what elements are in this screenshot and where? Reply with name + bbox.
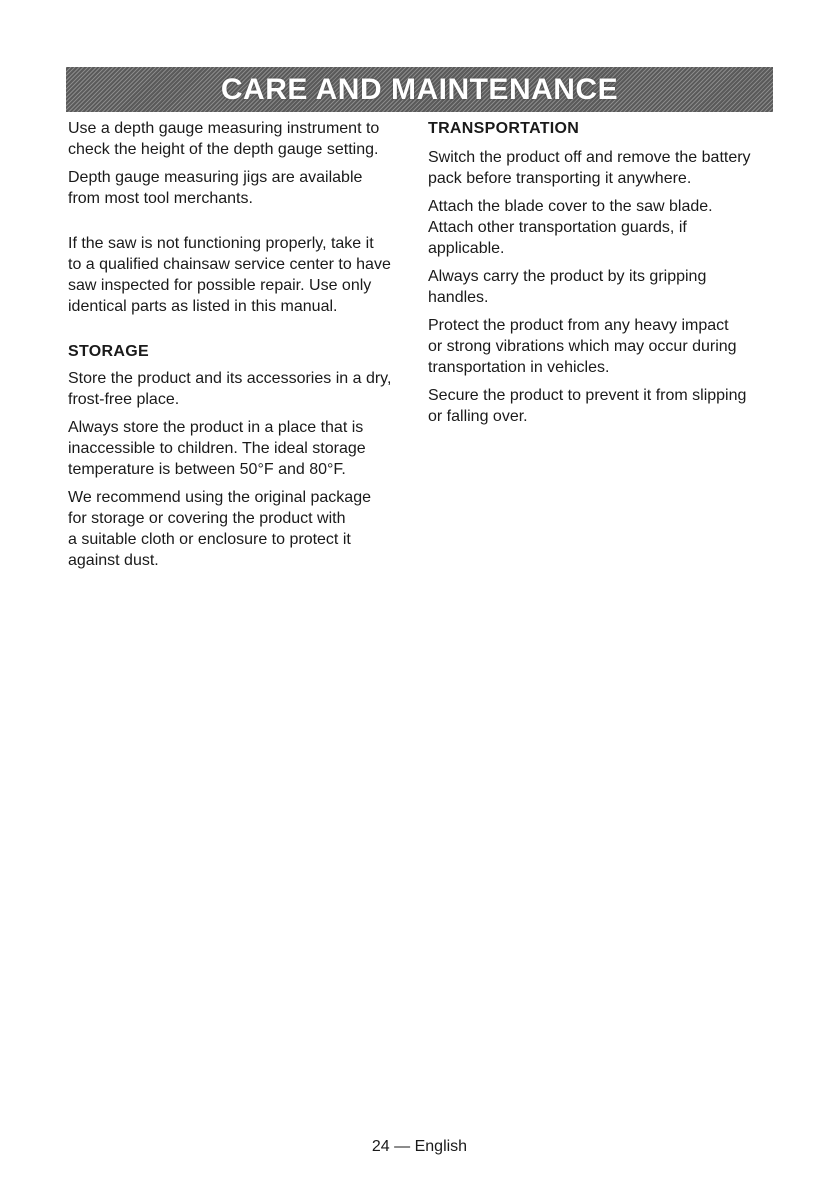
- transportation-paragraph-2: Attach the blade cover to the saw blade. Attach other transportation guards, if applicable.: [428, 198, 713, 257]
- transportation-paragraph-5: Secure the product to prevent it from slipping or falling over.: [428, 387, 747, 425]
- storage-heading: STORAGE: [68, 343, 149, 360]
- storage-paragraph-2: Always store the product in a place that is inaccessible to children. The ideal storage temperature is between 50°F and 80°F.: [68, 419, 366, 478]
- storage-paragraph-3: We recommend using the original package for storage or covering the product with a suitable cloth or enclosure to protect it against dust.: [68, 489, 371, 569]
- depth-gauge-jigs-paragraph: Depth gauge measuring jigs are available from most tool merchants.: [68, 169, 363, 207]
- left-column: [68, 118, 420, 578]
- transportation-paragraph-1: Switch the product off and remove the battery pack before transporting it anywhere.: [428, 149, 751, 187]
- transportation-heading: TRANSPORTATION: [428, 120, 580, 137]
- service-paragraph: If the saw is not functioning properly, take it to a qualified chainsaw service center to have saw inspected for possible repair. Use only identical parts as listed in this manual.: [68, 235, 391, 315]
- right-column: [428, 118, 780, 434]
- section-title-banner: [66, 67, 773, 112]
- storage-paragraph-1: Store the product and its accessories in a dry, frost-free place.: [68, 370, 392, 408]
- page-number: 24 — English: [371, 1138, 468, 1155]
- section-title: CARE AND MAINTENANCE: [220, 72, 619, 106]
- depth-gauge-paragraph: Use a depth gauge measuring instrument to check the height of the depth gauge setting.: [68, 120, 380, 158]
- transportation-paragraph-3: Always carry the product by its gripping handles.: [428, 268, 707, 306]
- transportation-paragraph-4: Protect the product from any heavy impact or strong vibrations which may occur during transportation in vehicles.: [428, 317, 737, 376]
